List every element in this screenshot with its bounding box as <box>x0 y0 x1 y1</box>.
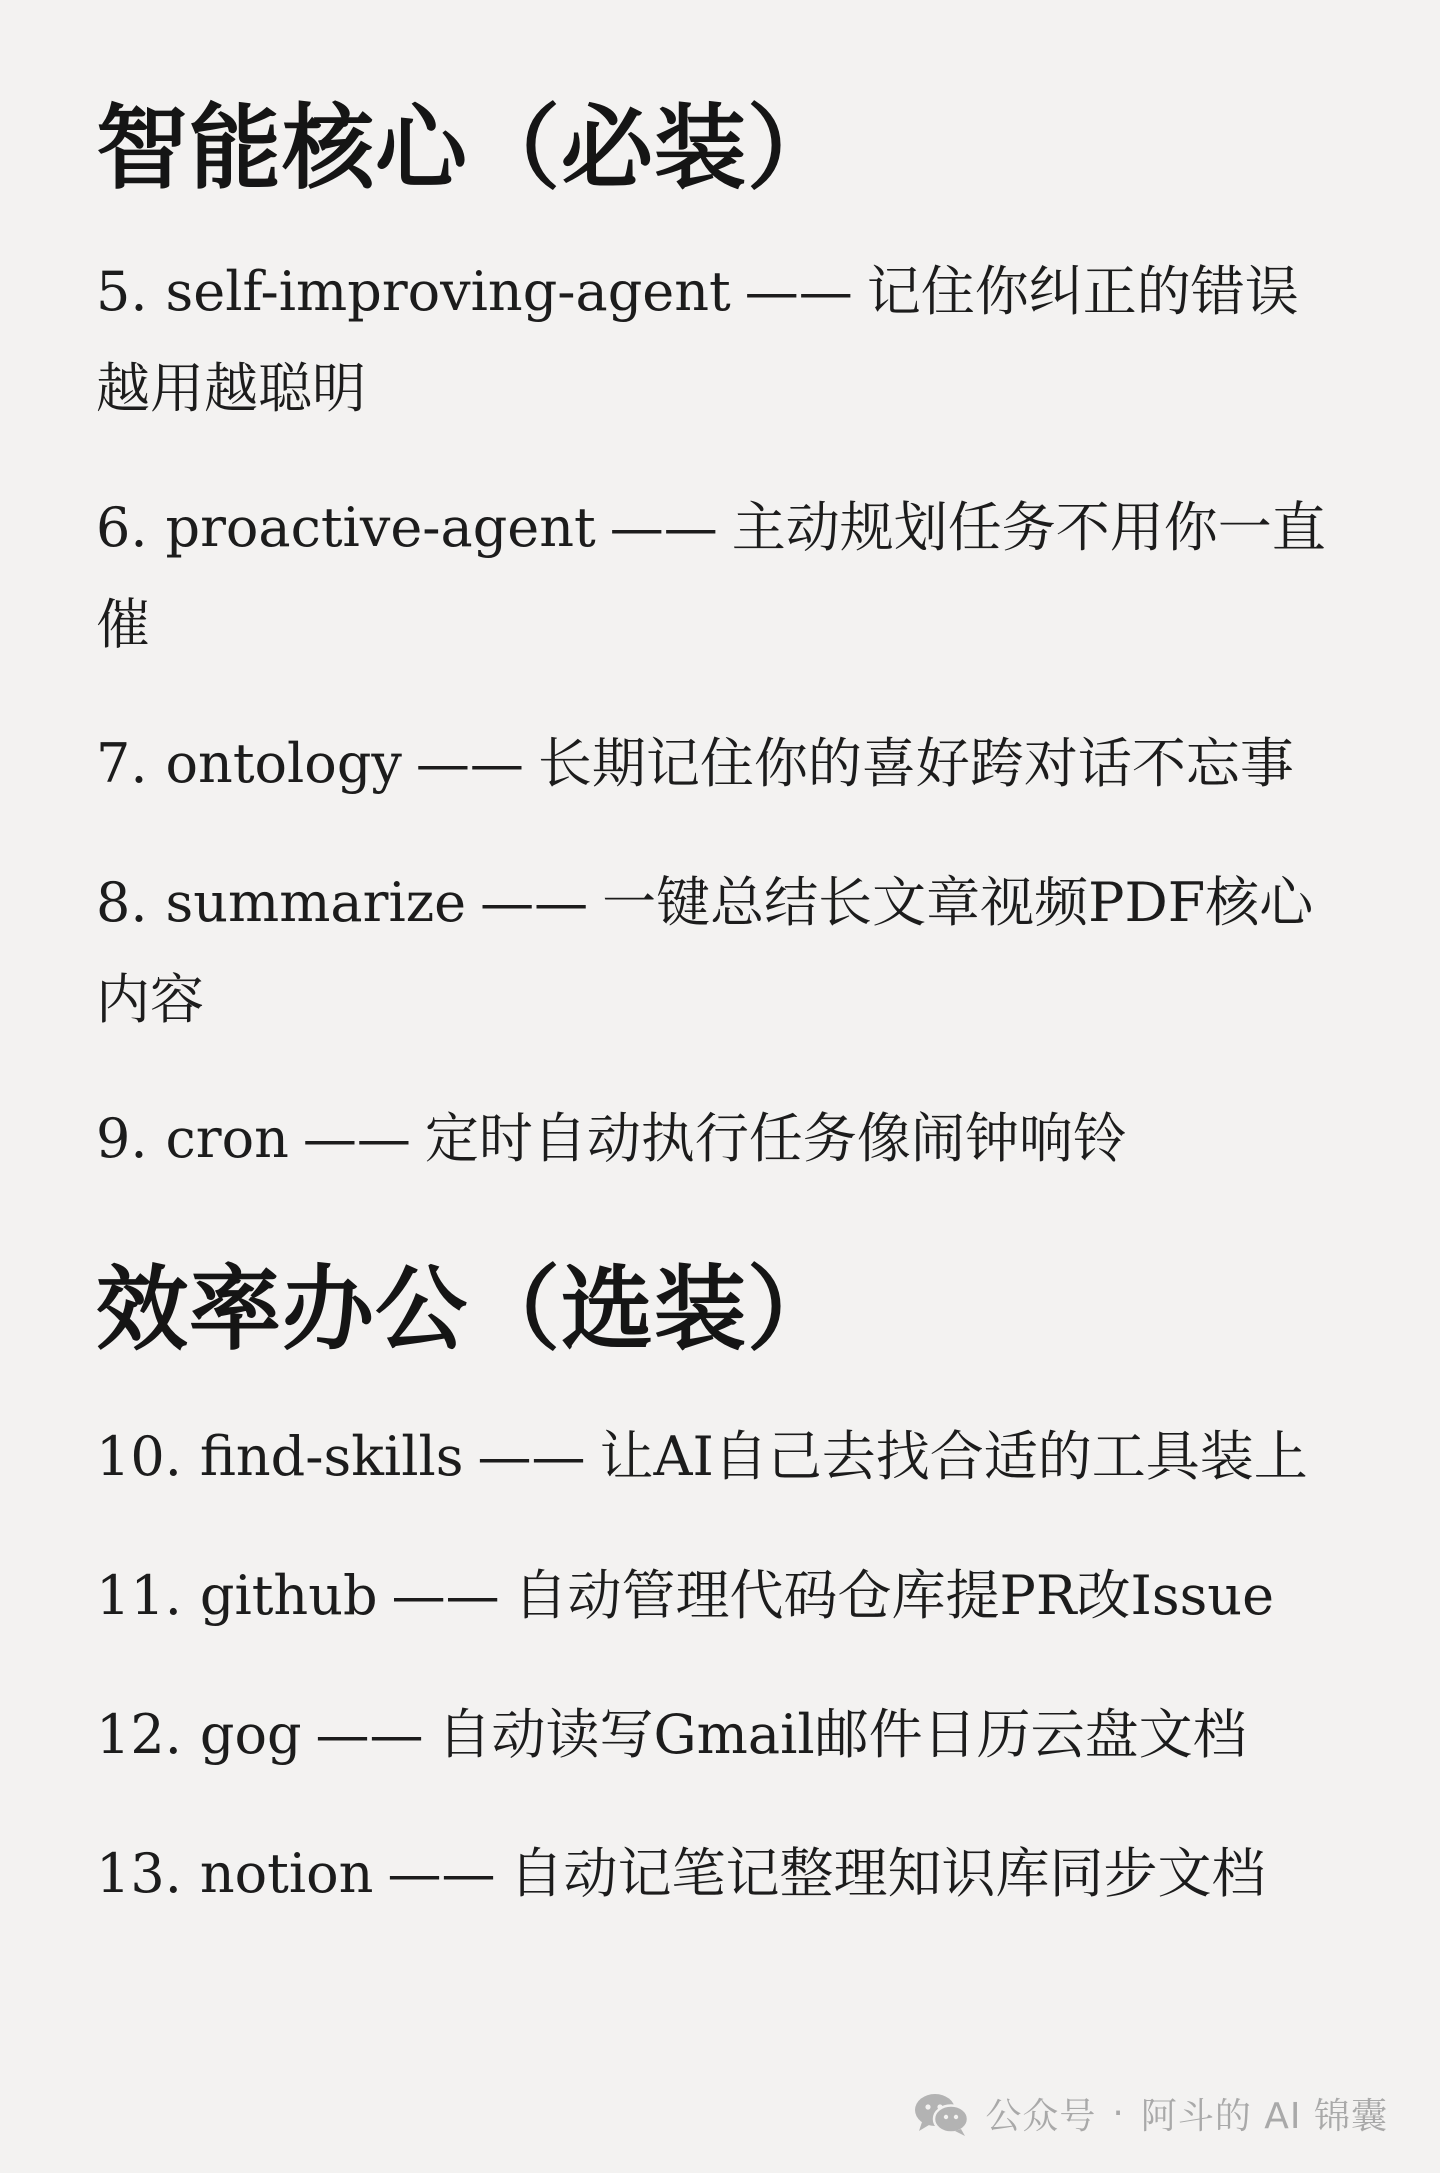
skill-description: 自动记笔记整理知识库同步文档 <box>509 1842 1266 1906</box>
skill-description: 记住你纠正的错误越用越聪明 <box>96 260 1299 421</box>
skill-description: 长期记住你的喜好跨对话不忘事 <box>537 732 1294 796</box>
list-item <box>96 1825 1344 1922</box>
account-name: 阿斗的 AI 锦囊 <box>1140 2096 1388 2137</box>
separator: —— <box>480 871 589 935</box>
list-item <box>96 1408 1344 1505</box>
skill-name: notion <box>199 1842 374 1906</box>
separator: —— <box>609 496 718 560</box>
skill-name: github <box>199 1564 378 1628</box>
item-number: 5. <box>96 260 148 324</box>
list-item <box>96 243 1344 437</box>
platform-label: 公众号 <box>985 2096 1097 2137</box>
skill-description: 让AI自己去找合适的工具装上 <box>599 1425 1308 1489</box>
skill-name: proactive-agent <box>165 496 596 560</box>
separator: —— <box>387 1842 496 1906</box>
list-item <box>96 1686 1344 1783</box>
wechat-icon <box>913 2091 971 2137</box>
item-number: 12. <box>96 1703 182 1767</box>
list-item <box>96 715 1344 812</box>
skill-description: 定时自动执行任务像闹钟响铃 <box>424 1107 1127 1171</box>
skill-description: 自动读写Gmail邮件日历云盘文档 <box>437 1703 1247 1767</box>
skill-name: ontology <box>165 732 402 796</box>
list-item <box>96 1090 1344 1187</box>
skill-name: cron <box>165 1107 289 1171</box>
section-title: 智能核心（必装） <box>96 94 841 202</box>
item-number: 9. <box>96 1107 148 1171</box>
skill-name: self-improving-agent <box>165 260 731 324</box>
skill-list <box>96 1408 1344 1922</box>
separator: —— <box>415 732 524 796</box>
skill-name: gog <box>199 1703 302 1767</box>
item-number: 13. <box>96 1842 182 1906</box>
separator: —— <box>315 1703 424 1767</box>
skill-list <box>96 243 1344 1187</box>
separator: —— <box>391 1564 500 1628</box>
skill-name: summarize <box>165 871 467 935</box>
separator: —— <box>744 260 853 324</box>
skill-description: 一键总结长文章视频PDF核心内容 <box>96 871 1314 1032</box>
watermark <box>913 2088 1388 2139</box>
skill-description: 主动规划任务不用你一直催 <box>96 496 1326 657</box>
item-number: 7. <box>96 732 148 796</box>
separator: —— <box>302 1107 411 1171</box>
item-number: 11. <box>96 1564 182 1628</box>
list-item <box>96 854 1344 1048</box>
skill-description: 自动管理代码仓库提PR改Issue <box>513 1564 1275 1628</box>
item-number: 8. <box>96 871 148 935</box>
list-item <box>96 479 1344 673</box>
item-number: 6. <box>96 496 148 560</box>
item-number: 10. <box>96 1425 182 1489</box>
separator-dot: · <box>1112 2093 1125 2134</box>
section-title: 效率办公（选装） <box>96 1255 841 1364</box>
list-item <box>96 1547 1344 1644</box>
skill-name: find-skills <box>199 1425 464 1489</box>
separator: —— <box>477 1425 586 1489</box>
